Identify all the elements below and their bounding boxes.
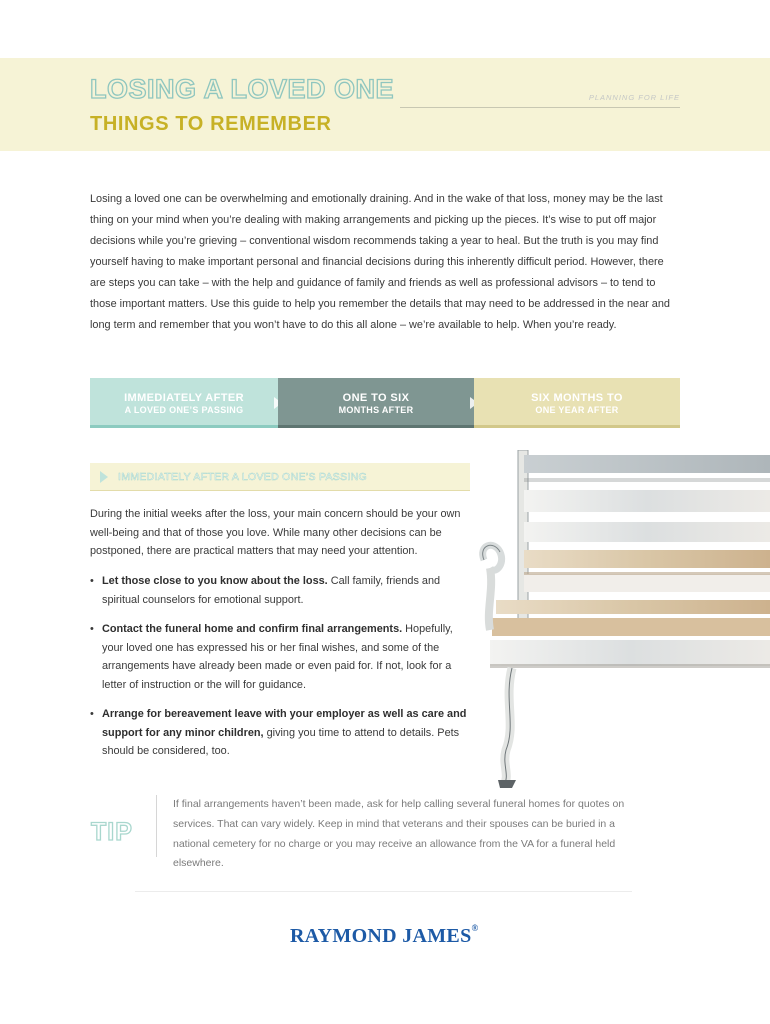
bullet-icon: •	[90, 623, 94, 635]
phase-line2: MONTHS AFTER	[338, 405, 414, 415]
page-title: LOSING A LOVED ONE	[90, 74, 395, 104]
phase-line2: ONE YEAR AFTER	[535, 405, 619, 415]
list-item-lead: Let those close to you know about the loss.	[102, 575, 328, 587]
tip-text: If final arrangements haven’t been made, ask for help calling several funeral homes for quotes on services. That can vary widely. Keep in mind that veterans and their spouses can be buried in a national cemetery for no charge or you may receive an allowance from the VA for a funeral held elsewhere.	[173, 798, 625, 870]
bullet-icon: •	[90, 708, 94, 720]
play-arrow-icon	[100, 471, 108, 483]
intro-paragraph: Losing a loved one can be overwhelming and emotionally draining. And in the wake of that loss, money may be the last thing on your mind when you’re dealing with making arrangements and picking up the pieces. It’s wise to put off major decisions while you’re grieving – conventional wisdom recommends taking a year to heal. But the truth is you may find yourself having to make important personal and financial decisions during this inherently difficult period. However, there are steps you can take – with the help and guidance of family and friends as well as professional advisors – to tend to those important matters. Use this guide to help you remember the details that may need to be addressed in the near and long term and remember that you won’t have to do this all alone – we’re available to help. When you’re ready.	[90, 193, 670, 331]
phase-one-to-six-months	[278, 378, 474, 428]
registered-mark: ®	[471, 923, 479, 933]
list-item	[90, 705, 470, 761]
raymond-james-logo	[290, 925, 479, 948]
tip-label: TIP	[91, 818, 133, 846]
phase-immediately-after	[90, 378, 278, 428]
bullet-icon: •	[90, 575, 94, 587]
list-item-lead: Arrange for bereavement leave with your employer as well as care and support for any minor children,	[102, 708, 467, 739]
list-item	[90, 572, 470, 609]
section-heading-bar	[90, 463, 470, 491]
phase-line1: ONE TO SIX	[342, 392, 410, 404]
list-item-text: Hopefully, your loved one has expressed his or her final wishes, and some of the arrangements have already been made or even paid for. If not, look for a letter of instruction or the will for guidance.	[102, 623, 453, 691]
list-item-text: Call family, friends and spiritual counselors for emotional support.	[102, 575, 441, 606]
footer-divider	[135, 891, 632, 892]
phase-line1: IMMEDIATELY AFTER	[124, 392, 244, 404]
tagline: PLANNING FOR LIFE	[588, 93, 680, 102]
logo-text: RAYMOND JAMES	[290, 925, 472, 947]
phase-timeline	[90, 378, 680, 428]
page-subtitle: THINGS TO REMEMBER	[90, 113, 332, 135]
phase-line2: A LOVED ONE’S PASSING	[124, 405, 244, 415]
section-heading: IMMEDIATELY AFTER A LOVED ONE’S PASSING	[118, 471, 367, 483]
list-item-text: giving you time to attend to details. Pets should be considered, too.	[102, 726, 460, 757]
list-item-lead: Contact the funeral home and confirm final arrangements.	[102, 623, 403, 635]
title-divider	[400, 107, 680, 108]
section-body: During the initial weeks after the loss, your main concern should be your own well-being and that of those you love. While many other decisions can be postponed, there are practical matters that may need your attention.	[90, 508, 461, 557]
tip-divider	[156, 795, 157, 857]
phase-six-months-to-one-year	[474, 378, 680, 428]
checklist	[90, 572, 470, 772]
list-item	[90, 620, 470, 694]
phase-line1: SIX MONTHS TO	[531, 392, 623, 404]
park-bench-image	[476, 450, 770, 790]
